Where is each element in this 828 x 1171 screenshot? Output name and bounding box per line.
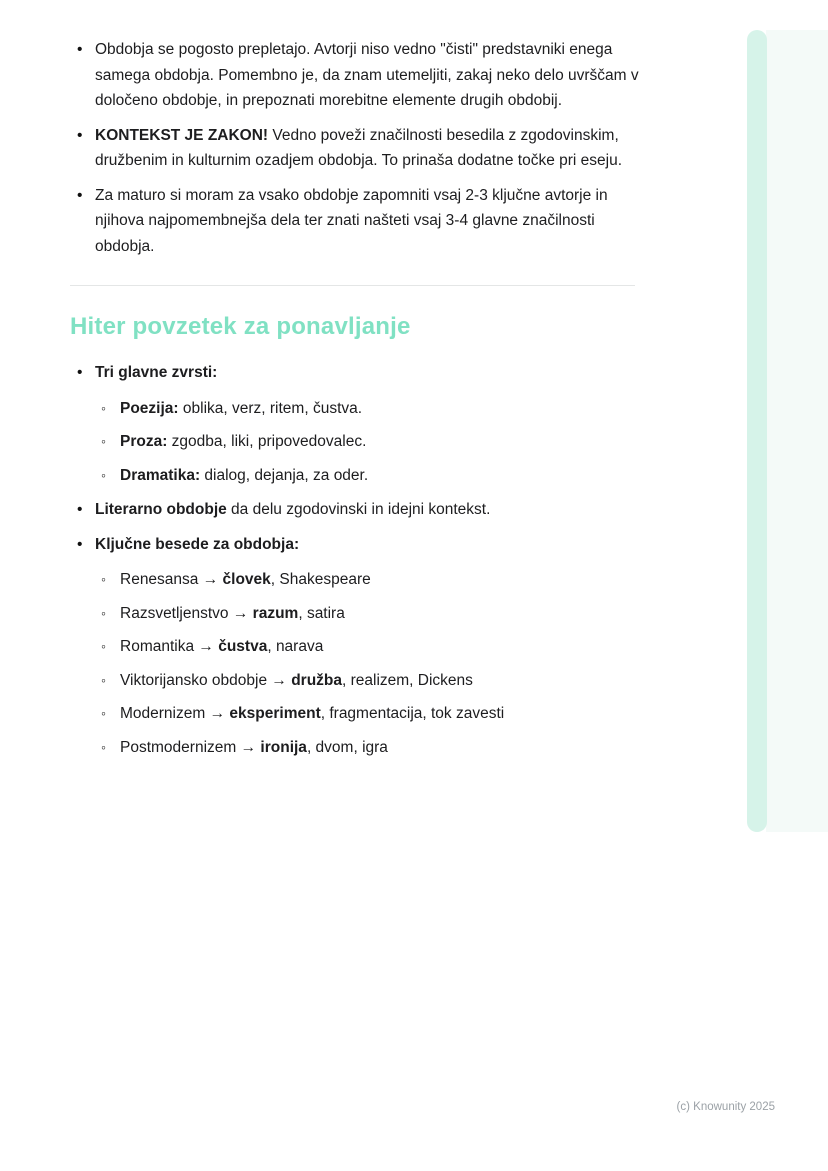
sublist-text: Romantika → [120, 638, 219, 655]
sublist-text: , realizem, Dickens [342, 671, 473, 689]
keywords-sublist [95, 567, 640, 760]
section-heading: Hiter povzetek za ponavljanje [70, 313, 411, 340]
note-text: Vedno poveži značilnosti besedila z zgodovinskim, družbenim in kulturnim ozadjem obdobja. To prinaša dodatne točke pri eseju. [95, 126, 623, 169]
sublist-bold-text: ironija [260, 738, 307, 756]
sublist-text: , dvom, igra [306, 738, 388, 756]
summary-item-keywords [70, 532, 640, 761]
sublist-item [95, 668, 640, 694]
section-divider [70, 285, 635, 286]
sublist-text: Postmodernizem → [120, 738, 261, 756]
sublist-text: Renesansa → [120, 571, 223, 588]
sublist-item [95, 429, 640, 455]
sublist-item [95, 735, 640, 761]
exam-notes-list [70, 37, 640, 259]
sublist-text: zgodba, liki, pripovedovalec. [167, 433, 367, 450]
sublist-text: , fragmentacija, tok zavesti [320, 705, 505, 722]
sublist-bold-text: Dramatika: [120, 466, 201, 484]
summary-item-genres [70, 360, 640, 488]
sublist-bold-text: družba [291, 671, 342, 689]
summary-item-text: da delu zgodovinski in idejni kontekst. [226, 501, 491, 518]
summary-item-bold-text: Literarno obdobje [95, 501, 227, 518]
note-bold-text: KONTEKST JE ZAKON! [95, 126, 269, 144]
sublist-text: oblika, verz, ritem, čustva. [178, 399, 363, 417]
sublist-text: Razsvetljenstvo → [120, 604, 253, 622]
note-item [70, 123, 640, 174]
sublist-bold-text: čustva [218, 638, 268, 655]
sublist-text: dialog, dejanja, za oder. [200, 466, 369, 484]
sublist-item [95, 463, 640, 489]
summary-item-literary-period [70, 497, 640, 523]
note-item [70, 37, 640, 114]
copyright-footer: (c) Knowunity 2025 [676, 1101, 775, 1113]
sublist-item [95, 396, 640, 422]
page-edge-accent-strip [747, 30, 767, 832]
sublist-bold-text: Proza: [120, 433, 168, 450]
note-text: Za maturo si moram za vsako obdobje zapomniti vsaj 2-3 ključne avtorje in njihova najpomembnejša dela ter znati našteti vsaj 3-4 glavne značilnosti obdobja. [95, 186, 608, 255]
sublist-item [95, 701, 640, 727]
sublist-bold-text: eksperiment [229, 705, 321, 722]
sublist-text: , Shakespeare [270, 571, 371, 588]
sublist-bold-text: človek [222, 571, 271, 588]
sublist-item [95, 567, 640, 593]
sublist-bold-text: razum [252, 604, 299, 622]
genres-sublist [95, 396, 640, 489]
sublist-item [95, 634, 640, 660]
note-item [70, 183, 640, 260]
note-text: Obdobja se pogosto prepletajo. Avtorji niso vedno "čisti" predstavniki enega samega obdobja. Pomembno je, da znam utemeljiti, zakaj neko delo uvrščam v določeno obdobje, in prepoznati morebitne elemente drugih obdobij. [95, 41, 639, 109]
sublist-text: Modernizem → [120, 705, 230, 722]
summary-item-bold-text: Tri glavne zvrsti: [95, 364, 218, 381]
sublist-text: Viktorijansko obdobje → [120, 671, 292, 689]
summary-list [70, 360, 640, 760]
next-page-preview-panel [766, 30, 828, 832]
sublist-bold-text: Poezija: [120, 399, 179, 417]
sublist-item [95, 601, 640, 627]
summary-item-bold-text: Ključne besede za obdobja: [95, 535, 300, 553]
page-content [70, 37, 640, 769]
sublist-text: , narava [267, 638, 324, 655]
sublist-text: , satira [298, 604, 345, 622]
